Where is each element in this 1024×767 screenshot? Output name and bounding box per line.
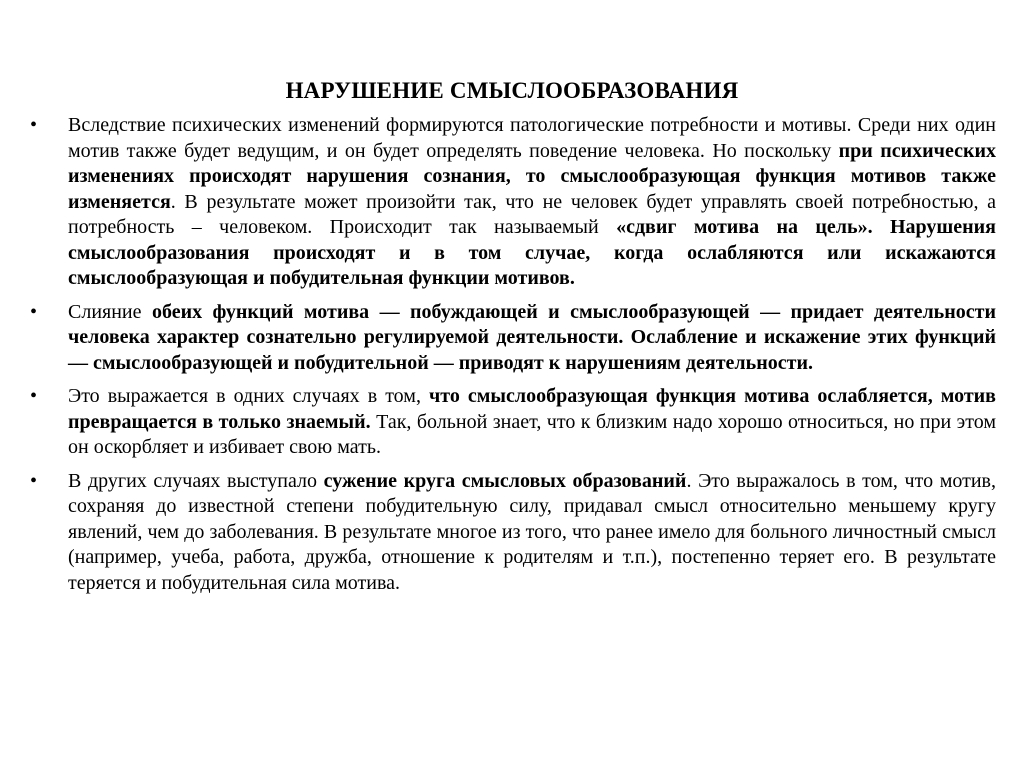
text-segment: Это выражается в одних случаях в том,: [68, 385, 429, 407]
bullet-marker: •: [30, 114, 38, 136]
text-segment: Вследствие психических изменений формируются патологические потребности и мотивы. Среди них один мотив также будет ведущим, и он будет определять поведение человека. Но поскольку: [68, 114, 996, 162]
bold-text-segment: «сдвиг мотива на цель». Нарушения смыслообразования происходят и в том случае, когда ослабляются или искажаются смыслообразующая и побудительная функции мотивов.: [68, 216, 996, 289]
bullet-text: [68, 385, 996, 458]
bullet-marker: •: [30, 300, 38, 323]
bullet-text: [68, 301, 996, 374]
bullet-list: [30, 113, 996, 604]
bullet-marker: •: [30, 385, 38, 407]
bold-text-segment: обеих функций мотива — побуждающей и смыслообразующей — придает деятельности человека характер сознательно регулируемой деятельности. Ослабление и искажение этих функций — смыслообразующей и побудительной — приводят к нарушениям деятельности.: [68, 300, 996, 374]
text-segment: В других случаях выступало: [68, 469, 324, 492]
bullet-text: [68, 114, 996, 289]
text-segment: Слияние: [68, 300, 152, 323]
bold-text-segment: что смыслообразующая функция мотива ослабляется, мотив превращается в только знаемый.: [68, 385, 996, 433]
bullet-item: [30, 384, 996, 461]
slide-title: НАРУШЕНИЕ СМЫСЛООБРАЗОВАНИЯ: [285, 78, 739, 103]
bold-text-segment: сужение круга смысловых образований: [323, 469, 687, 492]
bullet-item: [30, 469, 996, 597]
bullet-item: [30, 300, 996, 377]
bullet-item: [30, 113, 996, 292]
bullet-text: [68, 470, 996, 594]
text-segment: . Это выражалось в том, что мотив, сохраняя до известной степени побудительную силу, придавал смысл относительно меньшему кругу явлений, чем до заболевания. В результате многое из того, что ранее имело для больного личностный смысл (например, учеба, работа, дружба, отношение к родителям и т.п.), постепенно теряет его. В результате теряется и побудительная сила мотива.: [68, 469, 997, 594]
text-segment: Так, больной знает, что к близким надо хорошо относиться, но при этом он оскорбляет и избивает свою мать.: [68, 410, 996, 458]
bold-text-segment: при психических изменениях происходят нарушения сознания, то смыслообразующая функция мотивов также изменяется: [68, 139, 996, 213]
text-segment: . В результате может произойти так, что не человек будет управлять своей потребностью, а потребность – человеком. Происходит так называемый: [68, 190, 996, 238]
bullet-marker: •: [30, 469, 38, 492]
